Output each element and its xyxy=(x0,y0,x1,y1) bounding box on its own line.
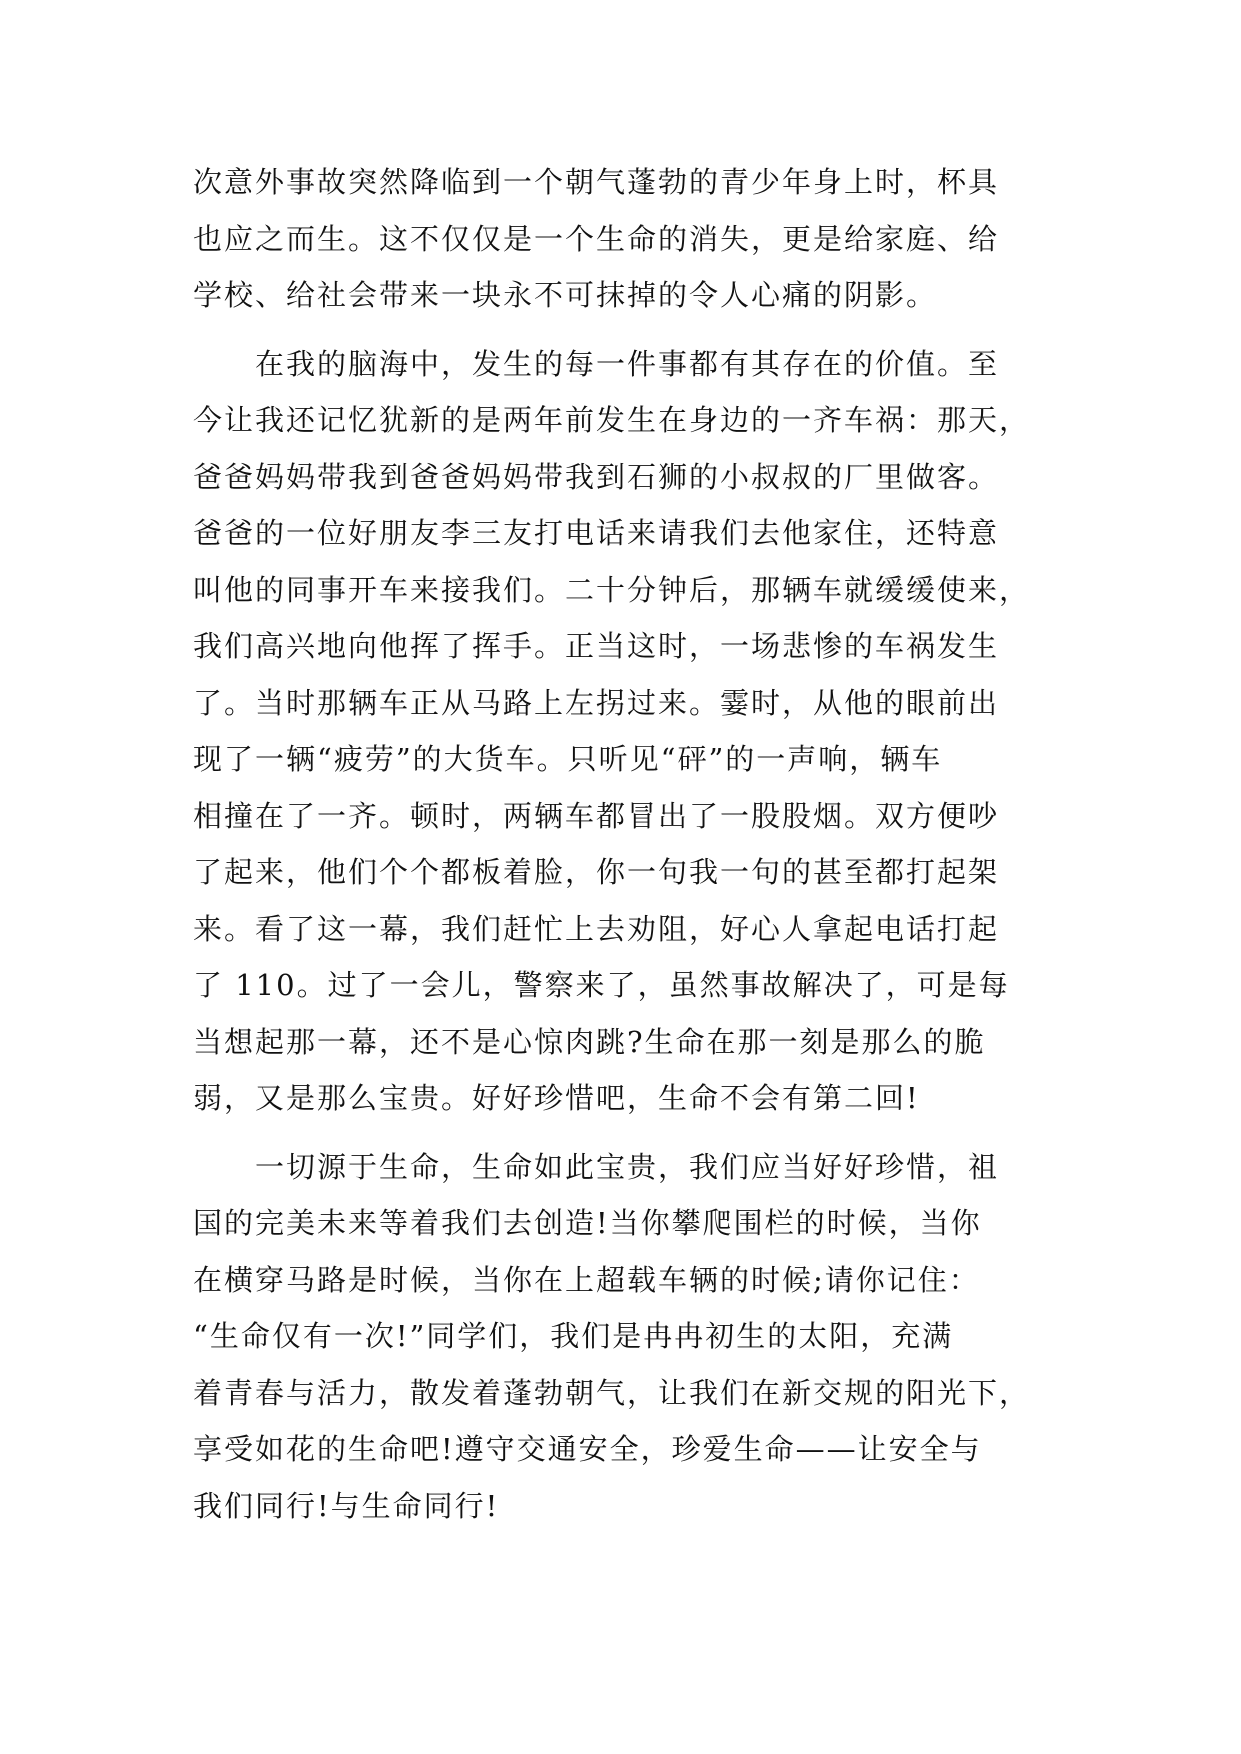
text-line: 在我的脑海中，发生的每一件事都有其存在的价值。至 xyxy=(193,346,1000,381)
text-line: 了起来，他们个个都板着脸，你一句我一句的甚至都打起架 xyxy=(193,855,1000,889)
paragraph-gap xyxy=(193,324,1093,336)
text-line: 爸爸的一位好朋友李三友打电话来请我们去他家住，还特意 xyxy=(193,516,1000,550)
text-line: 弱，又是那么宝贵。好好珍惜吧，生命不会有第二回! xyxy=(193,1081,920,1115)
text-line: 在横穿马路是时候，当你在上超载车辆的时候;请你记住： xyxy=(193,1262,980,1297)
paragraph-3 xyxy=(193,1139,1093,1535)
text-line: 也应之而生。这不仅仅是一个生命的消失，更是给家庭、给 xyxy=(193,221,1000,256)
text-line: 今让我还记忆犹新的是两年前发生在身边的一齐车祸：那天， xyxy=(193,403,1031,437)
text-line: 一切源于生命，生命如此宝贵，我们应当好好珍惜，祖 xyxy=(193,1149,1000,1184)
body-text xyxy=(193,154,1093,1534)
text-line: 次意外事故突然降临到一个朝气蓬勃的青少年身上时，杯具 xyxy=(193,165,1000,199)
text-line: 了 110。过了一会儿，警察来了，虽然事故解决了，可是每 xyxy=(193,968,1010,1002)
text-line: “生命仅有一次!”同学们，我们是冉冉初生的太阳，充满 xyxy=(193,1319,954,1353)
text-line: 我们高兴地向他挥了挥手。正当这时，一场悲惨的车祸发生 xyxy=(193,629,1000,663)
text-line: 我们同行!与生命同行! xyxy=(193,1488,500,1523)
text-line: 当想起那一幕，还不是心惊肉跳?生命在那一刻是那么的脆 xyxy=(193,1024,986,1059)
paragraph-1 xyxy=(193,154,1093,324)
paragraph-gap xyxy=(193,1127,1093,1139)
text-line: 相撞在了一齐。顿时，两辆车都冒出了一股股烟。双方便吵 xyxy=(193,798,1000,833)
text-line: 了。当时那辆车正从马路上左拐过来。霎时，从他的眼前出 xyxy=(193,685,1000,720)
text-line: 国的完美未来等着我们去创造!当你攀爬围栏的时候，当你 xyxy=(193,1206,982,1240)
text-line: 学校、给社会带来一块永不可抹掉的令人心痛的阴影。 xyxy=(193,278,938,312)
text-line: 来。看了这一幕，我们赶忙上去劝阻，好心人拿起电话打起 xyxy=(193,911,1000,946)
text-line: 享受如花的生命吧!遵守交通安全，珍爱生命——让安全与 xyxy=(193,1432,982,1466)
text-line: 爸爸妈妈带我到爸爸妈妈带我到石狮的小叔叔的厂里做客。 xyxy=(193,459,1000,494)
text-line: 叫他的同事开车来接我们。二十分钟后，那辆车就缓缓使来， xyxy=(193,572,1031,607)
text-line: 现了一辆“疲劳”的大货车。只听见“砰”的一声响，辆车 xyxy=(193,742,943,776)
paragraph-2 xyxy=(193,336,1093,1127)
text-line: 着青春与活力，散发着蓬勃朝气，让我们在新交规的阳光下， xyxy=(193,1375,1031,1410)
